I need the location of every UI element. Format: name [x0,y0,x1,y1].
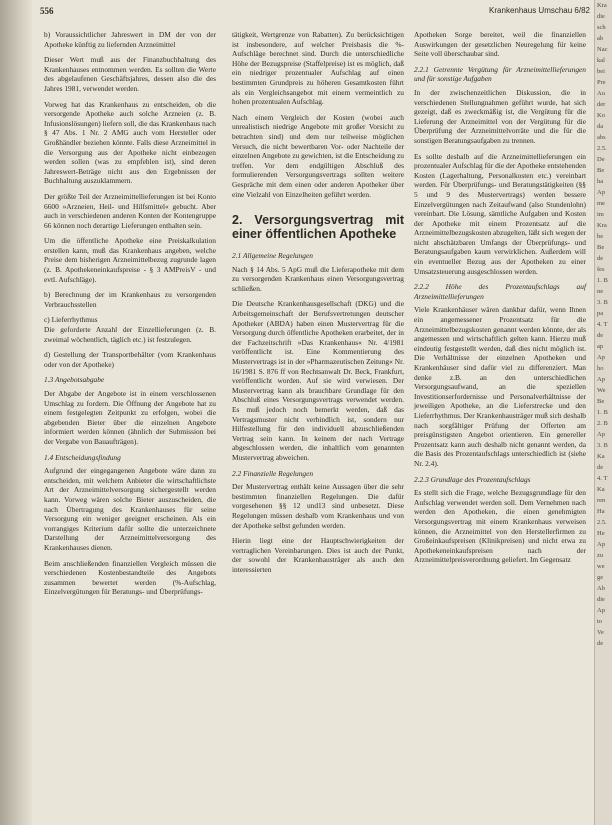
subsection-heading: 2.2.2 Höhe des Prozentaufschlags auf Arzneimittellieferungen [414,282,586,301]
facing-page-fragment: me [597,200,605,207]
facing-page-fragment: die [597,13,605,20]
facing-page-fragment: ne [597,288,604,295]
facing-page-fragment: Pre [597,79,606,86]
paragraph: Vorweg hat das Krankenhaus zu entscheiden, ob die versorgende Apotheke auch solche Arzneien (z. B. Infusionslösungen) liefern soll, die das Krankenhaus nach § 47 Abs. 1 Nr. 2 AMG auch vom Hersteller oder Großhändler beziehen könnte. Falls diese Arzneimittel in die Versorgung aus der Apotheke nicht einbezogen werden sollen (was zu empfehlen ist), sind deren Jahreswert-Beträge nicht aus den Ergebnissen der Buchhaltung auszuklammern. [44,99,216,186]
facing-page-fragment: 2. B [597,420,608,427]
column-right [414,30,586,571]
facing-page-fragment: Nac [597,46,608,53]
facing-page-fragment: He [597,530,605,537]
facing-page-fragment: Be [597,398,605,405]
facing-page-fragment: de [597,464,604,471]
facing-page-fragment: De [597,156,605,163]
facing-page-edge [594,0,612,825]
facing-page-fragment: de [597,255,604,262]
facing-page-fragment: sch [597,24,606,31]
paragraph: b) Voraussichtlicher Jahreswert in DM der von der Apotheke künftig zu liefernden Arzneimittel [44,30,216,49]
facing-page-fragment: be [597,233,604,240]
facing-page-fragment: Ap [597,354,605,361]
facing-page-fragment: Kra [597,222,607,229]
facing-page-fragment: Au [597,90,605,97]
facing-page-fragment: 2.5. [597,519,607,526]
facing-page-fragment: Ko [597,112,605,119]
facing-page-fragment: im [597,211,604,218]
facing-page-fragment: pa [597,310,604,317]
facing-page-fragment: kal [597,57,605,64]
paragraph: Nach einem Vergleich der Kosten (wobei auch unrealistisch niedrige Angebote mit großer Vorsicht zu betrachten sind) und dem nur teilweise möglichen Versuch, die nicht bewertbaren Vor- oder Nachteile der einzelnen Angebote zu gewichten, ist die Entscheidung zu treffen. Vor dem endgültigen Abschluß des formulierenden Versorgungsvertrags sollten weitere Gespräche mit dem einen oder anderen Apotheker über eine Vielzahl von Einzelheiten geführt werden. [232,112,404,199]
facing-page-fragment: ap [597,343,604,350]
running-head: Krankenhaus Umschau 6/82 [489,6,590,15]
facing-page-fragment: da [597,123,604,130]
facing-page-fragment: we [597,563,605,570]
column-middle [232,30,404,581]
facing-page-fragment: 1. B [597,277,608,284]
facing-page-fragment: de [597,332,604,339]
paragraph: Dieser Wert muß aus der Finanzbuchhaltung des Krankenhauses entnommen werden. Es sollten die Werte des abgelaufenen Geschäftsjahres, dessen also die des Jahres 1981, verwendet werden. [44,55,216,93]
facing-page-fragment: Ap [597,376,605,383]
facing-page-fragment: Ap [597,541,605,548]
facing-page-fragment: fes [597,266,605,273]
paragraph: Nach § 14 Abs. 5 ApG muß die Lieferapotheke mit dem zu versorgenden Krankenhaus einen Versorgungsvertrag schließen. [232,264,404,293]
subsection-heading: 2.1 Allgemeine Regelungen [232,251,313,261]
facing-page-fragment: We [597,387,606,394]
facing-page-fragment: ren [597,497,606,504]
facing-page-fragment: 3. B [597,299,608,306]
facing-page-fragment: Ka [597,453,605,460]
facing-page-fragment: Ap [597,607,605,614]
paragraph: Die Deutsche Krankenhausgesellschaft (DKG) und die Arbeitsgemeinschaft der Berufsvertretungen deutscher Apotheker (ABDA) haben einen Mustervertrag für die Versorgung durch öffentliche Apotheken erarbeitet, der in der Fachzeitschrift »Das Krankenhaus« Nr. 4/1981 veröffentlicht ist. Eine Kommentierung des Mustervertrags ist in der »Pharmazeutischen Zeitung« Nr. 16/1981 S. 876 ff von Rechtsanwalt Dr. Beck, Frankfurt, veröffentlicht worden. Auf sie wird verwiesen. Der Mustervertrag kann als brauchbare Grundlage für den Abschluß eines Versorgungsvertrags verwendet werden. Es muß jedoch noch bemerkt werden, daß das Vertragsmuster nicht verbindlich ist, sondern nur Hilfestellung für den individuell abzuschließenden Vertrag sein kann. In keinem der nach Vertrage abgeschlossen werden, die inhaltlich vom genannten Mustervertrag abweichen. [232,299,404,462]
facing-page-fragment: 4. T [597,475,608,482]
paragraph: Aufgrund der eingegangenen Angebote wäre dann zu entscheiden, mit welchem Anbieter die wirtschaftlichste Art der Arzneimittelversorgung sichergestellt werden kann. Vorweg wären solche Bieter auszuscheiden, die nach Übertragung des Krankenhauses für seine Versorgung ein weniger geeignet erscheinen. Als ein vorrangiges Kriterium dafür sollte die unterzeichnete Darstellung der Arzneimittelversorgung des Krankenhauses dienen. [44,466,216,552]
facing-page-fragment: 4. T [597,321,608,328]
paragraph: Es sollte deshalb auf die Arzneimittellieferungen ein prozentualer Aufschlag für die der Apotheke entstehenden Kosten (Lagerhaltung, Personalkosten etc.) vereinbart werden. Für Überprüfungs- und Beratungstätigkeiten (§§ 5 und 9 des Mustervertrags) werden bessere Einzelvergütungen nach Zeitaufwand (also Stundenlohn) vereinbart. Die Lösung, sämtliche Aufgaben und Kosten der Apotheke mit einem Prozentsatz auf die Arzneimittelbezugskosten abzugelten, läßt sich wegen der nicht abschätzbaren Umfangs der Überprüfungs- und Beratungsaufgaben kaum verwirklichen. Außerdem will ein eventueller Bezug aus der Apotheken zu einer Umsatzsteuerung ausgeschlossen werden. [414,151,586,276]
facing-page-fragment: ha [597,178,604,185]
facing-page-fragment: der [597,101,606,108]
facing-page-fragment: Ap [597,431,605,438]
facing-page-fragment: Kra [597,2,607,9]
page-number: 556 [40,6,54,16]
facing-page-fragment: ab [597,35,604,42]
facing-page-fragment: bei [597,68,605,75]
paragraph: d) Gestellung der Transportbehälter (vom Krankenhaus oder von der Apotheke) [44,350,216,369]
facing-page-fragment: Ha [597,508,605,515]
subsection-heading: 1.3 Angebotsabgabe [44,375,105,385]
subsection-heading: 2.2 Finanzielle Regelungen [232,468,314,478]
facing-page-fragment: Ap [597,189,605,196]
paragraph: Apotheken Sorge bereitet, weil die finanziellen Auswirkungen der gesetzlichen Neuregelung für keine Seite voll überschaubar sind. [414,30,586,59]
paragraph: Es stellt sich die Frage, welche Bezugsgrundlage für den Aufschlag verwendet werden soll. Dem Vernehmen nach werden den Apotheken, die einen genehmigten Versorgungsvertrag mit einem Krankenhaus verweisen können, die Arzneimittel von den Herstellerfirmen zu Großeinkaufspreisen (Klinikpreisen) und nicht etwa zu Apothekeneinkaufspreisen nach der Arzneimittelpreisverordnung geliefert. Im Gegensatz [414,488,586,565]
facing-page-fragment: zu [597,552,604,559]
paragraph: In der zwischenzeitlichen Diskussion, die in verschiedenen Stellungnahmen geführt wurde, hat sich gezeigt, daß es zweckmäßig ist, die Vergütung für die Lieferung der Arzneimittel von der Vergütung für die Überprüfung der Arzneimittelvorräte und die für die sonstigen Beratungsaufgaben zu trennen. [414,87,586,145]
column-left [44,30,216,603]
paragraph: tätigkeit, Wertgrenze von Rabatten). Zu berücksichtigen ist insbesondere, auf welcher Preisbasis die %-Aufschläge berechnet sind. Durch die unterschiedliche Höhe der Bezugspreise (Staffelpreise) ist es möglich, daß ein niedriger prozentualer Aufschlag auf einen bestimmten Grundpreis zu höheren Gesamtkosten führt als ein Vergleichsangebot mit einem vermeintlich zu hohen prozentualen Aufschlag. [232,30,404,107]
paragraph: Der größte Teil der Arzneimittellieferungen ist bei Konto 6600 »Arzneien, Heil- und Hilfsmittel« gebucht. Aber auch in verschiedenen anderen Konten der Kontengruppe 66 können noch derartige Lieferungen enthalten sein. [44,191,216,230]
facing-page-fragment: Be [597,167,605,174]
book-gutter [0,0,32,825]
paragraph: Beim anschließenden finanziellen Vergleich müssen die verschiedenen Kostenbestandteile des Angebots zusammen bewertet werden (%-Aufschlag, Einzelvergütungen für Beratungs- und Überprüfungs- [44,558,216,597]
paragraph: Um die öffentliche Apotheke eine Preiskalkulation erstellen kann, muß das Krankenhaus angeben, welche Preise dem bisherigen Arzneimittelbezug zugrunde lagen (z. B. Apothekeneinkaufspreise - § 3 AMPreisV - und evtl. Aufschläge). [44,236,216,284]
facing-page-fragment: 3. B [597,442,608,449]
section-heading: 2. Versorgungsvertrag mit einer öffentlichen Apotheke [232,213,404,242]
paragraph: Der Abgabe der Angebote ist in einem verschlossenen Umschlag zu fordern. Die Öffnung der Angebote hat zu einem festgelegten Zeitpunkt zu erfolgen, wobei die abgebenden Bieter über die einzelnen Angebote informiert werden können (ähnlich der Submission bei der Vergabe von Bauaufträgen). [44,389,216,446]
facing-page-fragment: 1. B [597,409,608,416]
facing-page-fragment: 2.5. [597,145,607,152]
paragraph: Viele Krankenhäuser wären dankbar dafür, wenn Ihnen ein angemessener Prozentsatz für die Arzneimittelbezugskosten genannt werden könnte, der als angemessen und wirtschaftlich gelten kann. Hierzu muß eindeutig festgestellt werden, daß dies nicht möglich ist. Die Verhältnisse der einzelnen Apotheken und Krankenhäuser sind dafür viel zu differenziert. Man denke z.B. an den unterschiedlichen Versorgungsaufwand, an die speziellen Investitionserfordernisse und Personalverhältnisse der jeweiligen Apotheke, an die Lieferstrecke und den Lieferrhythmus. Der Krankenhausträger muß sich deshalb nach sorgfältiger Prüfung der Offerten am preisgünstigsten Angebot orientieren. Ein genereller Prozentsatz kann auch deshalb nicht genannt werden, da die Basis des Prozentaufschlags unterschiedlich ist (siehe Nr. 2.4). [414,305,586,468]
facing-page-fragment: de [597,640,604,647]
facing-page-fragment: abs [597,134,606,141]
subsection-heading: 1.4 Entscheidungsfindung [44,452,121,462]
facing-page-fragment: to [597,618,603,625]
subsection-heading: 2.2.3 Grundlage des Prozentaufschlags [414,474,531,484]
facing-page-fragment: Ka [597,486,605,493]
facing-page-fragment: Be [597,244,605,251]
subsection-heading: 2.2.1 Getrennte Vergütung für Arzneimittellieferungen und für sonstige Aufgaben [414,64,586,84]
paragraph: c) Lieferrhythmus Die geforderte Anzahl der Einzellieferungen (z. B. zweimal wöchentlich, täglich etc.) ist festzulegen. [44,315,216,344]
page-header [40,6,592,20]
facing-page-fragment: ho [597,365,604,372]
paragraph: Hierin liegt eine der Hauptschwierigkeiten der vertraglichen Vereinbarungen. Dies ist auch der Punkt, der sowohl der Krankenhausträger als auch den interessierten [232,536,404,574]
paragraph: Der Mustervertrag enthält keine Aussagen über die sehr bestimmten finanziellen Regelungen. Die dafür vorgesehenen §§ 12 und13 sind unbesetzt. Diese Regelungen müssen deshalb vom Krankenhaus und von der Apotheke selbst gefunden werden. [232,482,404,530]
facing-page-fragment: ge [597,574,604,581]
facing-page-fragment: die [597,596,605,603]
paragraph: b) Berechnung der im Krankenhaus zu versorgenden Verbrauchsstellen [44,290,216,309]
facing-page-fragment: Ve [597,629,604,636]
facing-page-fragment: Ab [597,585,605,592]
